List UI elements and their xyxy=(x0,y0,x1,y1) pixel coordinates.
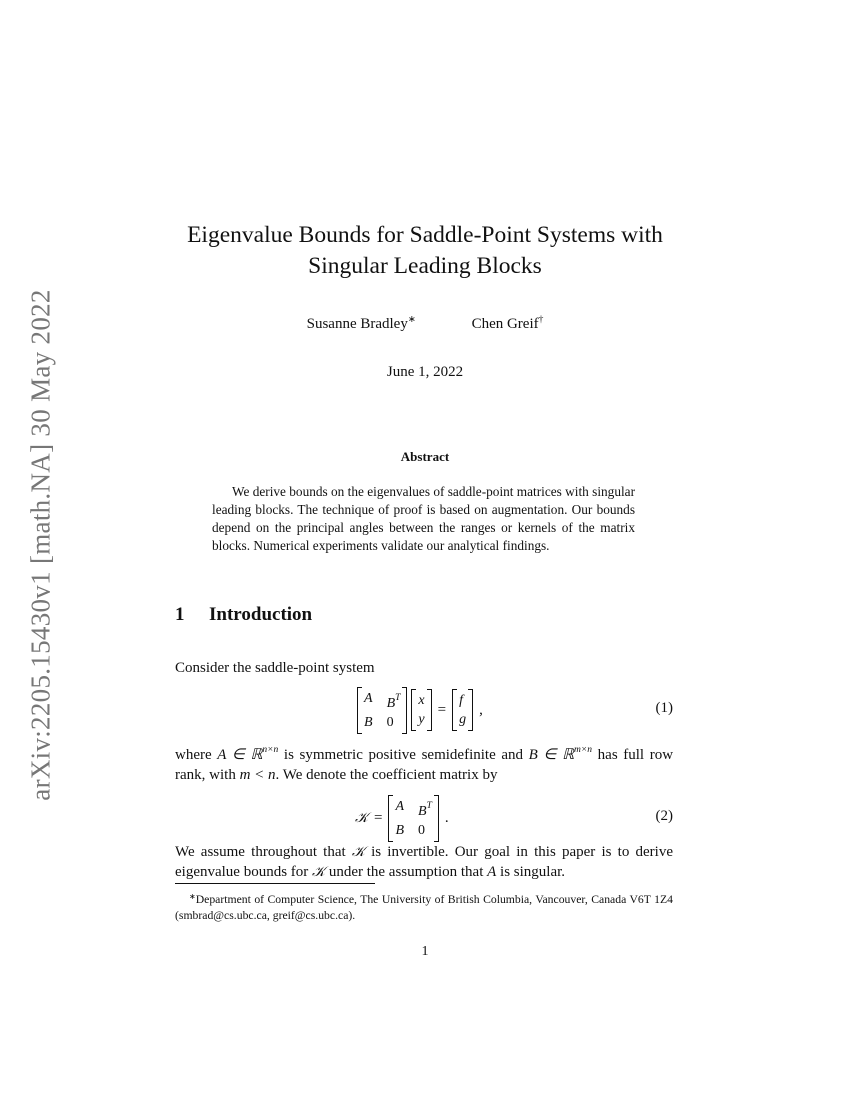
equation-2-math xyxy=(355,796,455,840)
unknown-vector xyxy=(411,689,431,731)
math-k: 𝒦 xyxy=(351,844,365,860)
section-number: 1 xyxy=(175,604,185,625)
math-superscript: m×n xyxy=(574,745,593,755)
author-footnote-mark: † xyxy=(538,315,544,325)
equation-1 xyxy=(175,688,673,732)
text-run: is singular. xyxy=(500,864,566,880)
math-text: A ∈ ℝ xyxy=(217,747,263,763)
transpose-mark: T xyxy=(395,692,401,703)
matrix-entry: A xyxy=(395,798,405,814)
matrix-entry-bt xyxy=(387,689,401,713)
matrix-entry: B xyxy=(395,822,405,838)
vector-entry: y xyxy=(418,712,425,727)
text-run: . We denote the coefficient matrix by xyxy=(275,767,498,783)
arxiv-sidebar-stamp xyxy=(18,265,64,825)
bt-base: B xyxy=(418,803,427,819)
footnote-divider xyxy=(175,883,375,884)
math-text: B ∈ ℝ xyxy=(528,747,574,763)
matrix-entry-zero: 0 xyxy=(418,822,426,838)
matrix-entry: B xyxy=(364,714,373,730)
coefficient-matrix xyxy=(388,795,438,842)
transpose-mark: T xyxy=(426,800,432,811)
text-run: has full row rank, with xyxy=(175,747,674,783)
section-heading xyxy=(175,604,312,626)
text-run: We assume throughout that xyxy=(175,844,346,860)
section-title: Introduction xyxy=(209,604,313,625)
title-line-1: Eigenvalue Bounds for Saddle-Point Systems with xyxy=(187,222,663,248)
matrix-entry-bt xyxy=(418,797,432,821)
footnote-text: Department of Computer Science, The University of British Columbia, Vancouver, Canada V6T 1Z4 (smbrad@cs.ubc.ca, greif@cs.ubc.ca). xyxy=(175,893,673,922)
paper-title xyxy=(150,220,700,282)
paragraph-where xyxy=(175,740,673,785)
text-run: is symmetric positive semidefinite and xyxy=(283,747,524,763)
equation-number-1: (1) xyxy=(655,700,673,716)
matrix-entry-zero: 0 xyxy=(386,714,394,730)
equation-2 xyxy=(175,796,673,840)
equation-1-math xyxy=(357,688,489,732)
math-inequality: m < n xyxy=(239,767,276,783)
rhs-vector xyxy=(452,689,473,731)
saddle-point-matrix xyxy=(357,687,407,734)
math-k: 𝒦 xyxy=(312,864,326,880)
paragraph-consider: Consider the saddle-point system xyxy=(175,660,375,676)
footnote xyxy=(175,889,673,924)
vector-entry: x xyxy=(418,693,425,708)
text-run: under the assumption that xyxy=(328,864,484,880)
author-name: Chen Greif xyxy=(471,316,539,332)
math-a: A xyxy=(487,864,497,880)
equals-sign: = xyxy=(374,809,383,826)
arxiv-identifier: arXiv:2205.15430v1 [math.NA] 30 May 2022 xyxy=(25,289,56,801)
abstract-text: We derive bounds on the eigenvalues of saddle-point matrices with singular leading blocks. The technique of proof is based on augmentation. Our bounds depend on the principal angles between the ranges or kernels of the matrix blocks. Numerical experiments validate our analytical findings. xyxy=(212,484,635,553)
author-footnote-mark: ∗ xyxy=(407,315,416,325)
paper-date: June 1, 2022 xyxy=(386,364,464,380)
equation-period: . xyxy=(444,809,449,826)
paragraph-assume xyxy=(175,842,673,882)
text-run: is invertible. Our goal in this paper is to derive eigenvalue bounds for xyxy=(175,844,674,880)
bt-base: B xyxy=(386,695,396,711)
title-line-2: Singular Leading Blocks xyxy=(308,253,542,279)
math-a-in-r xyxy=(217,747,278,763)
vector-entry: f xyxy=(459,693,463,708)
author-name: Susanne Bradley xyxy=(306,316,408,332)
author-1 xyxy=(307,314,416,333)
equation-number-2: (2) xyxy=(655,808,673,824)
author-list xyxy=(0,314,850,333)
equation-comma: , xyxy=(479,701,483,718)
equals-sign: = xyxy=(437,701,447,718)
footnote-mark: ∗ xyxy=(189,892,196,901)
math-k: 𝒦 xyxy=(355,810,369,826)
math-superscript: n×n xyxy=(262,745,279,755)
page-number: 1 xyxy=(421,944,429,959)
math-b-in-r xyxy=(529,747,592,763)
text-run: where xyxy=(175,747,212,763)
abstract-heading: Abstract xyxy=(400,449,450,464)
matrix-entry: A xyxy=(364,690,373,706)
author-2 xyxy=(472,315,544,333)
vector-entry: g xyxy=(459,712,467,727)
